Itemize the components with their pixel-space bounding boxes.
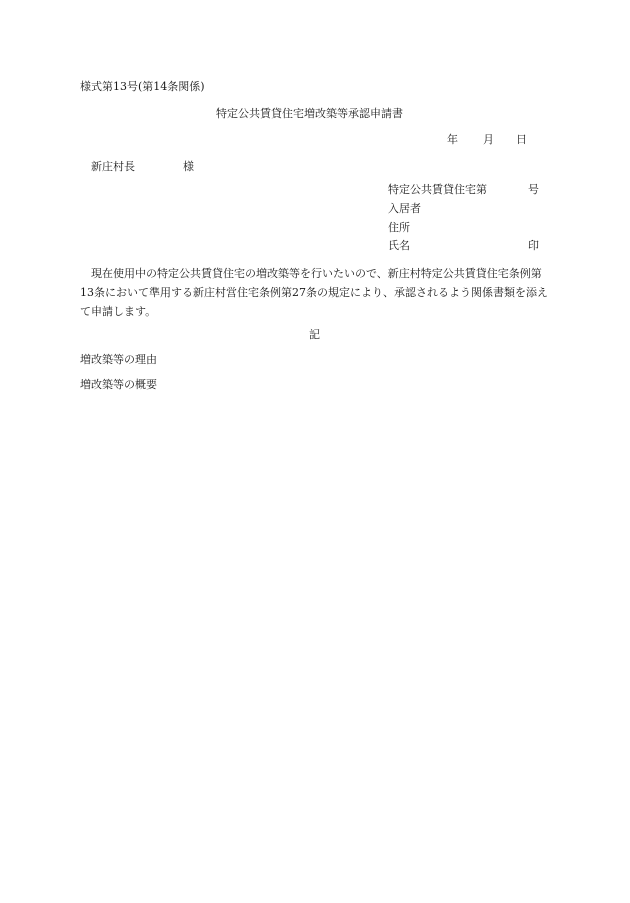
- applicant-housing-number-suffix: 号: [528, 183, 539, 196]
- date-day-label: 日: [516, 133, 527, 146]
- addressee-honorific: 様: [183, 160, 194, 173]
- item-renovation-reason: 増改築等の理由: [80, 353, 157, 366]
- addressee-name: 新庄村長: [91, 160, 135, 173]
- ki-heading: 記: [309, 328, 320, 341]
- applicant-name-label: 氏名: [388, 239, 410, 252]
- applicant-seal-label: 印: [528, 239, 539, 252]
- applicant-resident-label: 入居者: [388, 202, 421, 215]
- applicant-address-label: 住所: [388, 221, 410, 234]
- document-title: 特定公共賃貸住宅増改築等承認申請書: [216, 107, 403, 120]
- form-number: 様式第13号(第14条関係): [80, 80, 205, 93]
- item-renovation-overview: 増改築等の概要: [80, 378, 157, 391]
- application-body-text: 現在使用中の特定公共賃貸住宅の増改築等を行いたいので、新庄村特定公共賃貸住宅条例第13条において準用する新庄村営住宅条例第27条の規定により、承認されるよう関係書類を添えて申請します。: [80, 267, 548, 318]
- date-month-label: 月: [483, 133, 494, 146]
- applicant-housing-label: 特定公共賃貸住宅第: [388, 183, 487, 196]
- date-year-label: 年: [447, 133, 458, 146]
